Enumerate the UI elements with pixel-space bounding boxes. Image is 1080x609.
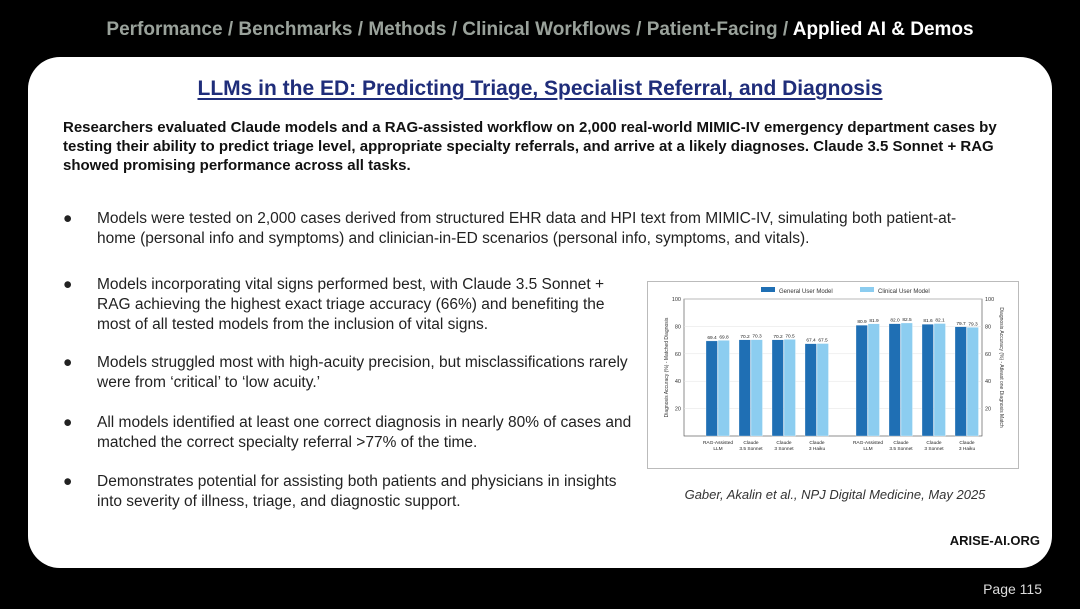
y-tick-label-right: 20 bbox=[985, 406, 992, 413]
legend-label: Clinical User Model bbox=[878, 289, 930, 295]
bar bbox=[784, 339, 796, 436]
bullet-dot-icon: ● bbox=[63, 473, 73, 490]
bar bbox=[751, 340, 763, 436]
bar-value-label: 82.5 bbox=[902, 317, 912, 323]
bar-value-label: 69.8 bbox=[719, 335, 729, 341]
org-label: ARISE-AI.ORG bbox=[949, 533, 1040, 548]
y-tick-label-left: 80 bbox=[674, 324, 681, 331]
bar-value-label: 80.9 bbox=[857, 320, 867, 326]
y-tick-label-left: 40 bbox=[674, 379, 681, 386]
x-tick-label: Claude bbox=[959, 441, 975, 446]
bar bbox=[901, 323, 913, 436]
slide-card bbox=[28, 57, 1052, 568]
bullet-dot-icon: ● bbox=[63, 276, 73, 293]
bar-value-label: 82.1 bbox=[935, 318, 945, 324]
bar-value-label: 79.3 bbox=[968, 322, 978, 328]
breadcrumb-item[interactable]: Performance bbox=[106, 19, 223, 40]
bar bbox=[934, 324, 946, 436]
breadcrumb-separator: / bbox=[630, 19, 647, 40]
bar-value-label: 81.9 bbox=[869, 318, 879, 324]
x-tick-label: 3 Haiku bbox=[808, 447, 826, 452]
bar-value-label: 82.0 bbox=[890, 318, 900, 324]
breadcrumb-item[interactable]: Patient-Facing bbox=[646, 19, 778, 40]
y-tick-label-right: 60 bbox=[985, 351, 992, 358]
bar-value-label: 70.2 bbox=[773, 334, 783, 340]
bullet-dot-icon: ● bbox=[63, 210, 73, 227]
x-tick-label: 3 Sonnet bbox=[924, 447, 944, 452]
x-tick-label: Claude bbox=[743, 441, 759, 446]
bar bbox=[868, 324, 880, 436]
y-axis-label-right: Diagnosis Accuracy (%) - Atleast one Diagnosis Match bbox=[998, 307, 1004, 428]
diagnosis-accuracy-chart bbox=[647, 281, 1019, 469]
y-tick-label-left: 20 bbox=[674, 406, 681, 413]
breadcrumb-item[interactable]: Benchmarks bbox=[238, 19, 353, 40]
bar-value-label: 81.6 bbox=[923, 319, 933, 325]
breadcrumb-item[interactable]: Clinical Workflows bbox=[462, 19, 631, 40]
x-tick-label: 3 Haiku bbox=[958, 447, 976, 452]
y-axis-label-left: Diagnosis Accuracy (%) - Matched Diagnosis bbox=[664, 317, 670, 418]
breadcrumb-separator: / bbox=[777, 19, 793, 40]
breadcrumb-separator: / bbox=[446, 19, 463, 40]
citation: Gaber, Akalin et al., NPJ Digital Medicine, May 2025 bbox=[684, 487, 986, 502]
bullet-text: Demonstrates potential for assisting both patients and physicians in insights into severity of illness, triage, and diagnostic support. bbox=[97, 473, 617, 510]
x-tick-label: Claude bbox=[893, 441, 909, 446]
bullet-dot-icon: ● bbox=[63, 354, 73, 371]
bullet-text: All models identified at least one correct diagnosis in nearly 80% of cases and matched the correct specialty referral >77% of the time. bbox=[97, 414, 632, 451]
legend-swatch bbox=[761, 287, 775, 292]
breadcrumb bbox=[0, 19, 1080, 41]
y-tick-label-right: 80 bbox=[985, 324, 992, 331]
slide-title: LLMs in the ED: Predicting Triage, Specialist Referral, and Diagnosis bbox=[197, 77, 883, 100]
bar-value-label: 70.3 bbox=[752, 334, 762, 340]
y-tick-label-right: 40 bbox=[985, 379, 992, 386]
bar bbox=[706, 341, 718, 436]
y-tick-label-left: 100 bbox=[671, 297, 681, 303]
bar-value-label: 79.7 bbox=[956, 321, 966, 327]
bullet-dot-icon: ● bbox=[63, 414, 73, 431]
bar bbox=[805, 344, 817, 436]
bar bbox=[739, 340, 751, 436]
slide-summary: Researchers evaluated Claude models and a RAG-assisted workflow on 2,000 real-world MIMIC-IV emergency department cases by testing their ability to predict triage level, appropriate specialty referrals, and arrive at a likely diagnoses. Claude 3.5 Sonnet + RAG showed promising performance across all tasks. bbox=[63, 119, 997, 174]
x-tick-label: Claude bbox=[776, 441, 792, 446]
bar-value-label: 67.4 bbox=[806, 338, 816, 344]
legend-label: General User Model bbox=[779, 289, 833, 295]
bullet-text: Models were tested on 2,000 cases derived from structured EHR data and HPI text from MIMIC-IV, simulating both patient-at-home (personal info and symptoms) and clinician-in-ED scenarios (personal info, symptoms, and vitals). bbox=[97, 210, 957, 247]
x-tick-label: 3.5 Sonnet bbox=[739, 447, 763, 452]
y-tick-label-right: 100 bbox=[985, 297, 995, 303]
bar bbox=[922, 324, 934, 436]
breadcrumb-current: Applied AI & Demos bbox=[792, 19, 974, 40]
bar bbox=[718, 340, 730, 436]
legend-swatch bbox=[860, 287, 874, 292]
x-tick-label: LLM bbox=[863, 447, 873, 452]
bar bbox=[817, 344, 829, 436]
x-tick-label: LLM bbox=[713, 447, 723, 452]
x-tick-label: RAG-Assisted bbox=[852, 441, 884, 446]
y-tick-label-left: 60 bbox=[674, 351, 681, 358]
bar bbox=[967, 327, 979, 436]
bar bbox=[889, 324, 901, 436]
chart-svg bbox=[648, 282, 1018, 468]
bar bbox=[772, 340, 784, 436]
x-tick-label: RAG-Assisted bbox=[702, 441, 734, 446]
bar-value-label: 67.5 bbox=[818, 338, 828, 344]
bar-value-label: 70.5 bbox=[785, 334, 795, 340]
breadcrumb-separator: / bbox=[352, 19, 369, 40]
bar-value-label: 70.2 bbox=[740, 334, 750, 340]
bullet-text: Models struggled most with high-acuity precision, but misclassifications rarely were from ‘critical’ to ‘low acuity.’ bbox=[97, 354, 628, 391]
breadcrumb-item[interactable]: Methods bbox=[368, 19, 447, 40]
x-tick-label: Claude bbox=[926, 441, 942, 446]
breadcrumb-separator: / bbox=[222, 19, 239, 40]
x-tick-label: 3.5 Sonnet bbox=[889, 447, 913, 452]
bullet-text: Models incorporating vital signs performed best, with Claude 3.5 Sonnet + RAG achieving the highest exact triage accuracy (66%) and benefiting the most of all tested models from the inclusion of vital signs. bbox=[97, 276, 605, 333]
bar bbox=[856, 325, 868, 436]
x-tick-label: 3 Sonnet bbox=[774, 447, 794, 452]
bar bbox=[955, 327, 967, 436]
page-number: Page 115 bbox=[983, 581, 1042, 597]
bar-value-label: 69.4 bbox=[707, 335, 717, 341]
x-tick-label: Claude bbox=[809, 441, 825, 446]
